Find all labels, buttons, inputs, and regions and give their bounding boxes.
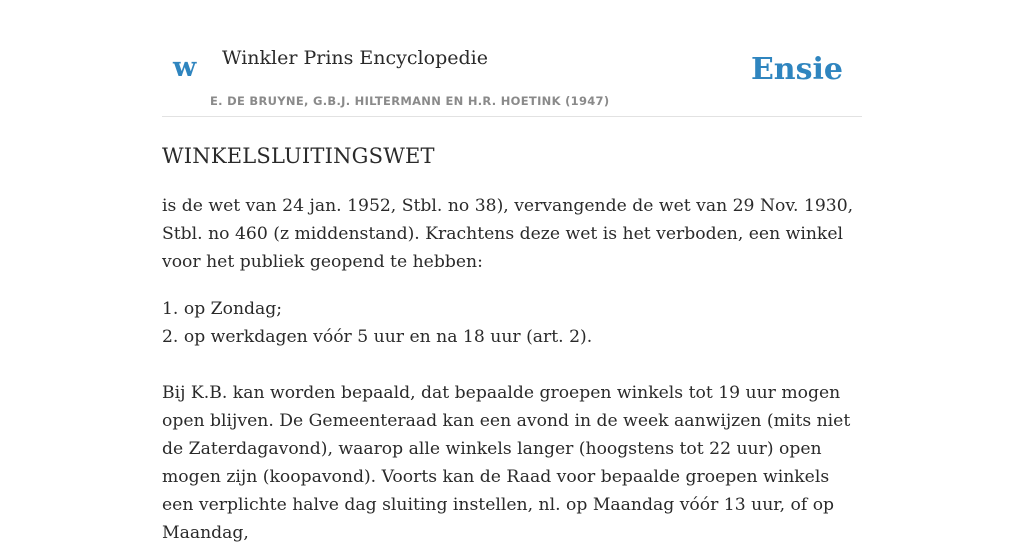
authors-line: E. DE BRUYNE, G.B.J. HILTERMANN EN H.R. HOETINK (1947) [210, 94, 610, 108]
article [162, 140, 862, 547]
article-title: WINKELSLUITINGSWET [162, 144, 435, 168]
article-list [162, 295, 862, 351]
site-header [162, 0, 862, 117]
list-item: 2. op werkdagen vóór 5 uur en na 18 uur (art. 2). [162, 327, 593, 347]
article-body: Bij K.B. kan worden bepaald, dat bepaalde groepen winkels tot 19 uur mogen open blijven. De Gemeenteraad kan een avond in de week aanwijzen (mits niet de Zaterdagavond), waarop alle winkels langer (hoogstens tot 22 uur) open mogen zijn (koopavond). Voorts kan de Raad voor bepaalde groepen winkels een verplichte halve dag sluiting instellen, nl. op Maandag vóór 13 uur, of op Maandag, [162, 383, 851, 543]
article-intro: is de wet van 24 jan. 1952, Stbl. no 38), vervangende de wet van 29 Nov. 1930, Stbl. no 460 (z middenstand). Krachtens deze wet is het verboden, een winkel voor het publiek geopend te hebben: [162, 196, 854, 272]
site-title[interactable]: Winkler Prins Encyclopedie [222, 47, 488, 69]
brand-logo[interactable]: Ensie [750, 52, 843, 87]
site-logo[interactable]: w [173, 52, 197, 83]
list-item: 1. op Zondag; [162, 299, 283, 319]
